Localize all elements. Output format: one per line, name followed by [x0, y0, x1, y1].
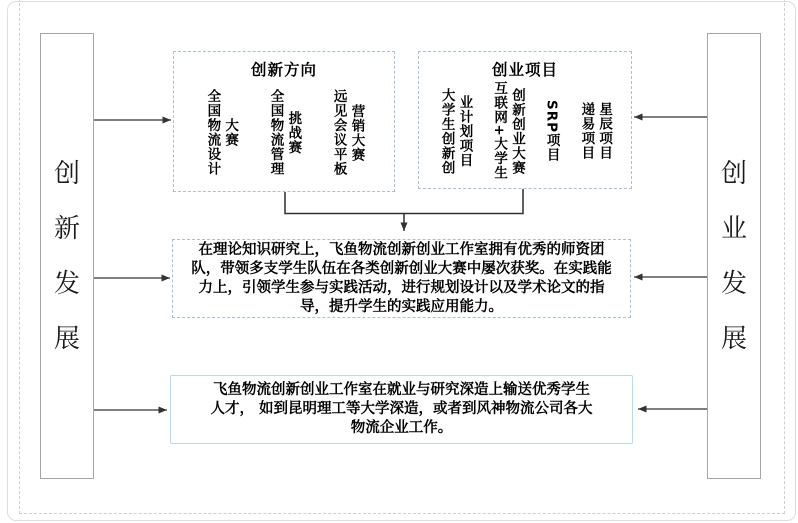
item-text-column: 递易项目 — [578, 102, 595, 160]
list-item — [268, 89, 301, 176]
item-text-column: 互联网+大学生 — [491, 81, 508, 181]
item-text-column: SRP项目 — [543, 99, 560, 162]
item-text-column: 全国物流管理 — [267, 89, 284, 176]
pillar-venture-development — [707, 33, 761, 479]
pillar-innovation-development — [40, 33, 94, 479]
venture-box-items — [419, 80, 631, 188]
pillar-char: 发 — [720, 268, 747, 299]
innovation-direction-box — [173, 51, 395, 192]
item-text-column: 星辰项目 — [596, 102, 613, 160]
list-item — [204, 89, 237, 176]
item-text-column: 营销大赛 — [348, 103, 365, 162]
venture-box-title: 创业项目 — [491, 61, 558, 79]
pillar-char: 展 — [720, 323, 747, 354]
list-item — [544, 100, 559, 162]
employment-outcome-box — [170, 375, 633, 444]
innovation-box-title: 创新方向 — [250, 61, 317, 79]
list-item — [331, 89, 364, 176]
item-text-column: 大赛 — [222, 118, 239, 147]
item-text-column: 大学生创新创 — [438, 87, 455, 175]
item-text-column: 全国物流设计 — [204, 89, 221, 176]
item-text-column: 远见会议平板 — [330, 89, 347, 176]
pillar-char: 创 — [720, 158, 747, 189]
item-text-column: 业计划项目 — [456, 94, 473, 168]
venture-projects-box — [418, 51, 632, 189]
pillar-char: 业 — [720, 213, 747, 244]
theory-practice-summary-box — [172, 239, 631, 318]
innovation-box-items — [174, 80, 394, 191]
pillar-char: 展 — [53, 323, 80, 354]
theory-practice-text: 在理论知识研究上，飞鱼物流创新创业工作室拥有优秀的师资团队，带领多支学生队伍在各类创新创业大赛中屡次获奖。在实践能力上，引领学生参与实践活动，进行规划设计以及学术论文的指导，提升学生的实践应用能力。 — [191, 241, 612, 315]
employment-outcome-text: 飞鱼物流创新创业工作室在就业与研究深造上输送优秀学生人才， 如到昆明理工等大学深造，或者到风神物流公司各大物流企业工作。 — [210, 382, 593, 436]
pillar-char: 发 — [53, 268, 80, 299]
list-item — [439, 88, 472, 175]
list-item — [578, 102, 611, 160]
pillar-char: 新 — [53, 213, 80, 244]
item-text-column: 创新创业大赛 — [509, 87, 525, 175]
pillar-char: 创 — [53, 158, 80, 189]
list-item — [491, 81, 524, 180]
item-text-column: 挑战赛 — [285, 110, 302, 155]
